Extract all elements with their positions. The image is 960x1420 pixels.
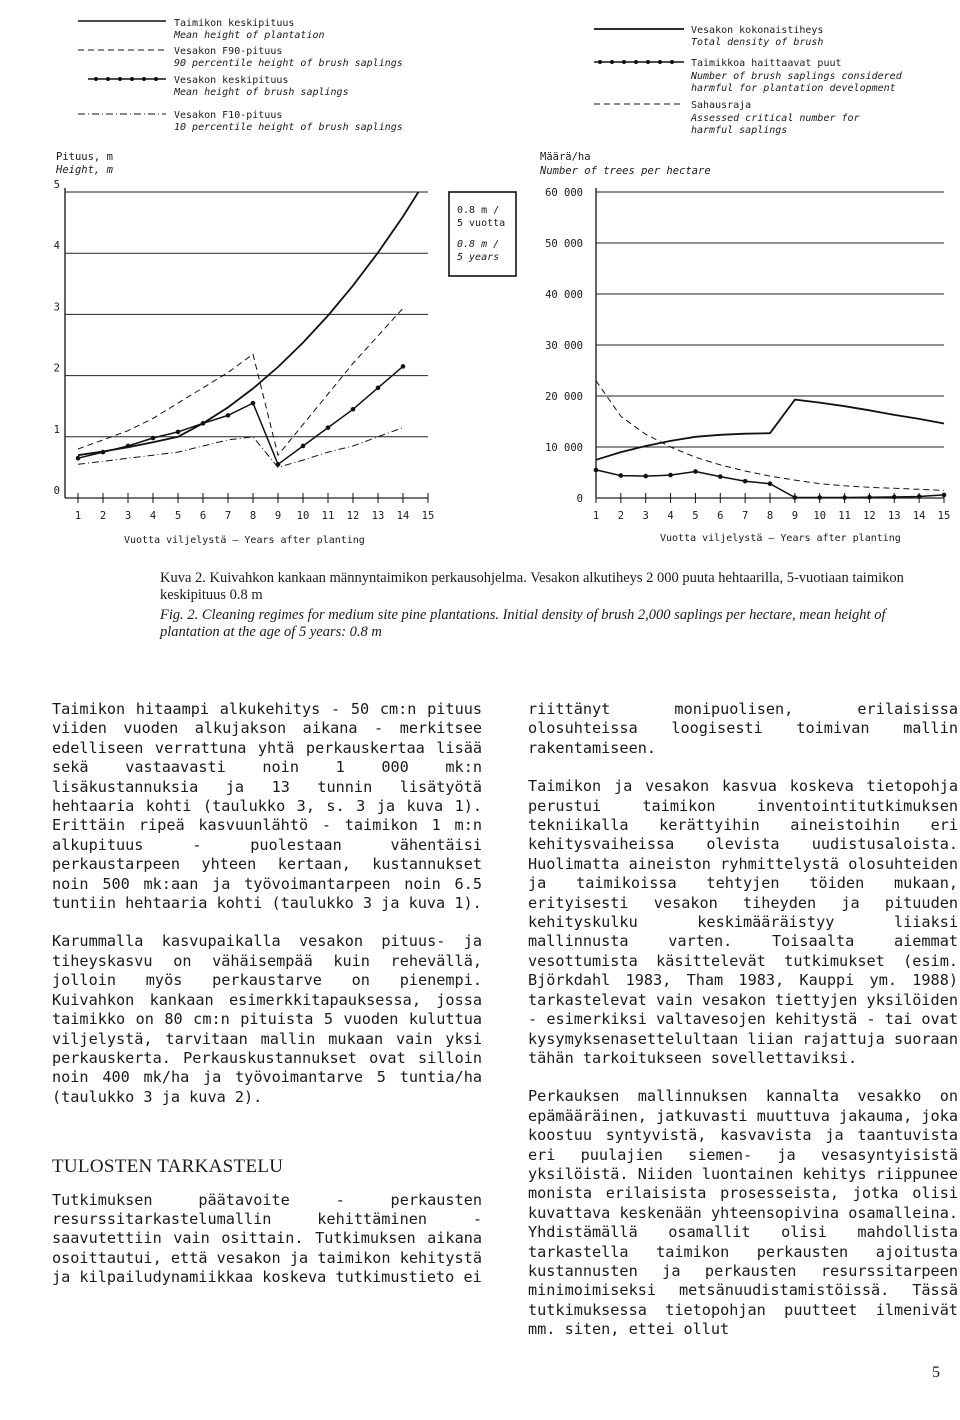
right-ylabel-fi: Määrä/ha [540, 151, 591, 163]
x-tick-label: 1 [592, 510, 600, 522]
x-tick-label: 6 [199, 510, 207, 522]
left-ylabel-en: Height, m [56, 164, 113, 176]
series-line [78, 177, 428, 456]
left-ylabel-fi: Pituus, m [56, 151, 113, 163]
data-point [201, 421, 206, 426]
data-point [101, 450, 106, 455]
legend-left-2-fi: Vesakon F90-pituus [174, 46, 283, 57]
right-legend [594, 25, 903, 136]
legend-left-2-en: 90 percentile height of brush saplings [174, 58, 403, 69]
right-ylabel-en: Number of trees per hectare [540, 165, 711, 177]
data-point [301, 444, 306, 449]
y-tick-label: 10 000 [545, 442, 583, 454]
legend-left-1-fi: Taimikon keskipituus [174, 18, 295, 29]
figure-caption [160, 570, 920, 644]
left-chart-series [76, 177, 428, 468]
x-tick-label: 2 [99, 510, 107, 522]
left-chart [54, 177, 435, 522]
annotation-line-4: 5 years [457, 252, 500, 263]
legend-right-2-en-1: Number of brush saplings considered [691, 71, 902, 82]
left-xlabel: Vuotta viljelystä – Years after planting [124, 535, 365, 546]
y-tick-label: 4 [53, 240, 60, 253]
right-text-column [528, 700, 958, 1359]
y-tick-label: 50 000 [545, 238, 583, 250]
y-tick-label: 20 000 [545, 391, 583, 403]
x-tick-label: 3 [642, 510, 649, 522]
annotation-line-3: 0.8 m / [457, 239, 500, 250]
data-point [768, 481, 773, 486]
data-point [619, 473, 624, 478]
x-tick-label: 1 [74, 510, 82, 522]
x-tick-label: 6 [717, 510, 724, 522]
data-point [842, 495, 847, 500]
paragraph: Tutkimuksen päätavoite - perkausten resurssitarkastelumallin kehittäminen - saavutettiin vain osittain. Tutkimuksen aikana osoittautui, että vesakon ja taimikon kehitystä ja kilpailudynamiikkaa koskeva tutkimustieto ei [52, 1190, 482, 1287]
series-line [596, 381, 944, 491]
y-tick-label: 1 [53, 423, 60, 436]
data-point [917, 494, 922, 499]
left-chart-y-tick-labels [54, 179, 60, 497]
paragraph: Karummalla kasvupaikalla vesakon pituus- ja tiheyskasvu on vähäisempää kuin rehevällä, jolloin myös perkaustarve on pienempi. Kuivahkon kankaan esimerkkitapauksessa, jossa taimikko on 80 cm:n pituista 5 vuoden kuluttua viljelystä, tarvitaan mallin mukaan vain yksi perkauskerta. Perkauskustannukset ovat silloin noin 400 mk/ha ja työvoimantarve 5 tuntia/ha (taulukko 3 ja kuva 2). [52, 932, 482, 1106]
x-tick-label: 9 [791, 510, 799, 522]
paragraph: Taimikon hitaampi alkukehitys - 50 cm:n pituus viiden vuoden alkujakson aikana - merkitsee edelliseen verrattuna yhtä perkauskertaa lisää sekä vastaavasti noin 1 000 mk:n lisäkustannuksia ja 13 tunnin lisätyötä hehtaaria kohti (taulukko 3, s. 3 ja kuva 1). Erittäin ripeä kasvuunlähtö - taimikon 1 m:n alkupituus - puolestaan vähentäisi perkaustarpeen yhteen kertaan, kustannukset noin 500 mk:aan ja työvoimantarpeen noin 6.5 tuntiin hehtaaria kohti (taulukko 3 ja kuva 1). [52, 700, 482, 913]
x-tick-label: 15 [937, 510, 951, 522]
x-tick-label: 5 [692, 510, 699, 522]
data-point [251, 401, 256, 406]
x-tick-label: 9 [274, 510, 282, 522]
x-tick-label: 4 [667, 510, 674, 522]
annotation-line-2: 5 vuotta [457, 218, 506, 229]
x-tick-label: 15 [421, 510, 435, 522]
y-tick-label: 60 000 [545, 187, 583, 199]
section-heading: TULOSTEN TARKASTELU [52, 1156, 284, 1178]
paragraph: riittänyt monipuolisen, erilaisissa olosuhteissa loogisesti toimivan mallin rakentamiseen. [528, 700, 958, 757]
data-point [793, 495, 798, 500]
data-point [668, 473, 673, 478]
data-point [326, 425, 331, 430]
x-tick-label: 14 [912, 510, 926, 522]
x-tick-label: 10 [813, 510, 827, 522]
annotation-line-1: 0.8 m / [457, 205, 500, 216]
x-tick-label: 4 [149, 510, 157, 522]
y-tick-label: 40 000 [545, 289, 583, 301]
paragraph: Taimikon ja vesakon kasvua koskeva tietopohja perustui taimikon inventointitutkimuksen tekniikalla kerättyihin aineistoihin eri kehitysvaiheissa olevista uudistusaloista. Huolimatta aineiston ryhmittelystä olosuhteiden ja taimikoissa tehtyjen töiden mukaan, erityisesti vesakon tiheyden ja pituuden kehityskulku keskimääräistyy liiaksi mallinnusta varten. Toisaalta aiemmat vesottumista käsittelevät tutkimukset (esim. Björkdahl 1983, Tham 1983, Kauppi ym. 1988) tarkastelevat vain vesakon tiettyjen yksilöiden - esimerkiksi valtavesojen kehitystä - tai ovat kysymyksenasettelultaan liian rajattuja suoraan tähän tarkoitukseen sovellettaviksi. [528, 777, 958, 1067]
data-point [226, 413, 231, 418]
x-tick-label: 11 [321, 510, 335, 522]
x-tick-label: 7 [741, 510, 749, 522]
data-point [126, 444, 131, 449]
legend-right-3-en-2: harmful saplings [691, 125, 788, 136]
y-tick-label: 0 [576, 493, 583, 505]
data-point [151, 436, 156, 441]
legend-left-4-fi: Vesakon F10-pituus [174, 110, 283, 121]
right-chart-x-tick-labels [593, 510, 950, 522]
legend-right-2-en-2: harmful for plantation development [691, 83, 896, 94]
x-tick-label: 5 [174, 510, 182, 522]
legend-left-3-fi: Vesakon keskipituus [174, 75, 289, 86]
data-point [743, 479, 748, 484]
caption-en: Fig. 2. Cleaning regimes for medium site pine plantations. Initial density of brush 2,000 saplings per hectare, mean height of plantation at the age of 5 years: 0.8 m [160, 607, 886, 640]
legend-right-1-en: Total density of brush [691, 37, 824, 48]
x-tick-label: 12 [863, 510, 876, 522]
x-tick-label: 8 [249, 510, 257, 522]
right-chart-y-tick-labels [545, 187, 583, 505]
data-point [401, 364, 406, 369]
y-tick-label: 3 [53, 301, 60, 314]
data-point [693, 469, 698, 474]
data-point [351, 407, 356, 412]
x-tick-label: 2 [617, 510, 625, 522]
left-annotation-box [449, 192, 516, 276]
x-tick-label: 11 [838, 510, 851, 522]
y-tick-label: 2 [53, 362, 60, 375]
left-legend [78, 18, 403, 133]
y-tick-label: 30 000 [545, 340, 583, 352]
legend-left-3-en: Mean height of brush saplings [174, 87, 349, 98]
data-point [76, 456, 81, 461]
legend-right-3-en-1: Assessed critical number for [691, 113, 860, 124]
figure-2 [0, 0, 960, 560]
data-point [718, 474, 723, 479]
x-tick-label: 3 [124, 510, 132, 522]
y-tick-label: 0 [53, 485, 60, 497]
y-tick-label: 5 [53, 179, 60, 191]
series-line [78, 308, 403, 455]
data-point [643, 474, 648, 479]
series-line [78, 366, 403, 464]
legend-right-3-fi: Sahausraja [691, 100, 752, 111]
page-number: 5 [932, 1364, 940, 1381]
caption-fi: Kuva 2. Kuivahkon kankaan männyntaimikon perkausohjelma. Vesakon alkutiheys 2 000 puuta hehtaarilla, 5-vuotiaan taimikon keskipituus 0.8 m [160, 570, 904, 603]
legend-left-1-en: Mean height of plantation [174, 30, 325, 41]
x-tick-label: 12 [346, 510, 360, 522]
legend-right-2-fi: Taimikkoa haittaavat puut [691, 58, 842, 69]
x-tick-label: 8 [766, 510, 774, 522]
left-chart-grid [65, 188, 428, 503]
legend-right-1-fi: Vesakon kokonaistiheys [691, 25, 824, 36]
left-chart-x-tick-labels [75, 510, 434, 522]
right-chart-grid [596, 188, 944, 503]
series-line [596, 400, 944, 460]
x-tick-label: 13 [887, 510, 901, 522]
data-point [817, 495, 822, 500]
right-chart [545, 187, 950, 522]
data-point [594, 468, 599, 473]
data-point [376, 386, 381, 391]
x-tick-label: 14 [396, 510, 410, 522]
legend-left-4-en: 10 percentile height of brush saplings [174, 122, 403, 133]
data-point [867, 495, 872, 500]
right-chart-series [594, 381, 947, 500]
x-tick-label: 10 [296, 510, 310, 522]
data-point [892, 495, 897, 500]
x-tick-label: 7 [224, 510, 232, 522]
paragraph: Perkauksen mallinnuksen kannalta vesakko on epämääräinen, jatkuvasti muuttuva jakauma, joka koostuu syntyvistä, kasvavista ja taantuvista eri puulajien siemen- ja vesasyntyisistä yksilöistä. Niiden luontainen kehitys riippunee monista erilaisista prosesseista, jotka olisi kuvattava keskenään yhteensopivina osamalleina. Yhdistämällä osamallit olisi mahdollista tarkastella taimikon perkausten ajoitusta kustannusten ja perkausten resurssitarpeen minimoimiseksi metsänuudistamistöissä. Tässä tutkimuksessa tietopohjan puutteet ilmenivät mm. siten, ettei ollut [528, 1087, 958, 1339]
right-xlabel: Vuotta viljelystä – Years after planting [660, 533, 901, 544]
data-point [942, 493, 947, 498]
data-point [176, 430, 181, 435]
left-text-column [52, 700, 482, 1307]
x-tick-label: 13 [371, 510, 385, 522]
